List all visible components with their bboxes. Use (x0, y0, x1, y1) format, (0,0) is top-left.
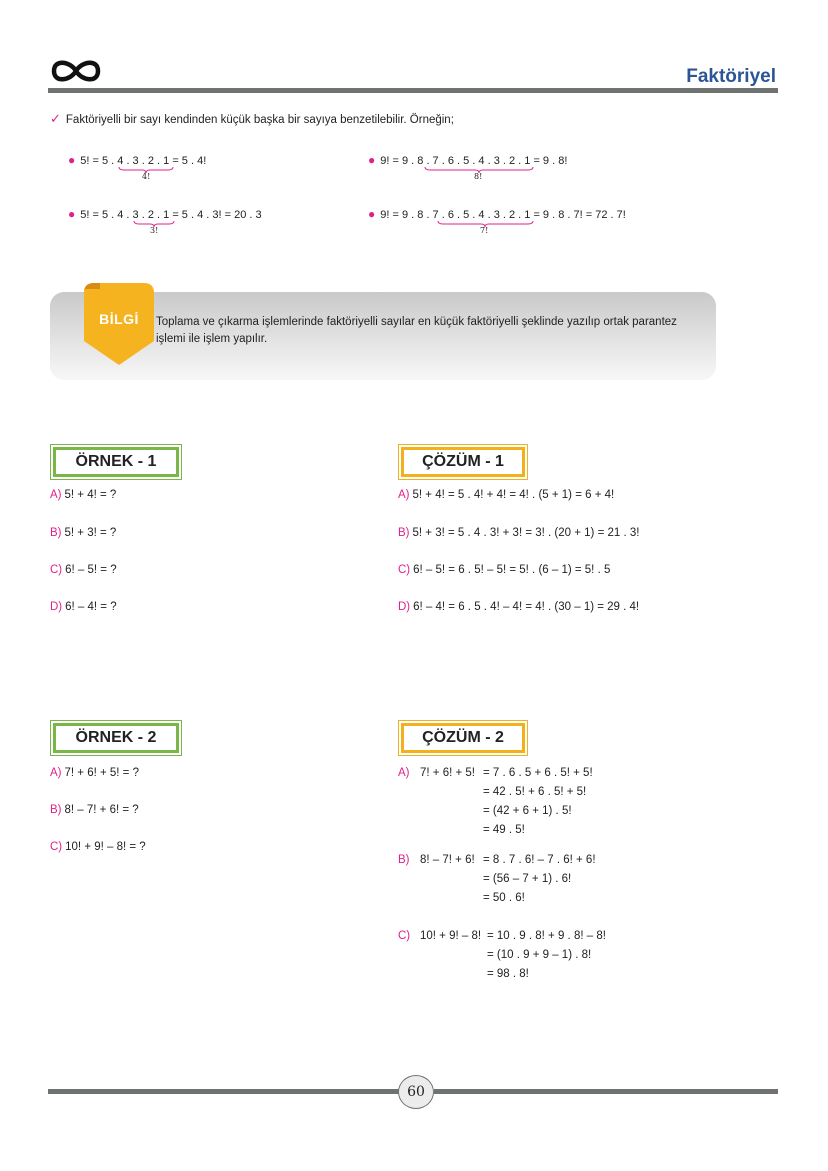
brace-label: 3! (150, 226, 159, 235)
solution-1-heading: ÇÖZÜM - 1 (401, 447, 525, 477)
example-1-heading: ÖRNEK - 1 (53, 447, 179, 477)
solution-2-heading: ÇÖZÜM - 2 (401, 723, 525, 753)
example-2-item: C) 10! + 9! – 8! = ? (50, 841, 146, 853)
info-label: BİLGİ (99, 311, 139, 327)
solution-1-item: D) 6! – 4! = 6 . 5 . 4! – 4! = 4! . (30 – 1) = 29 . 4! (398, 601, 640, 613)
infinity-icon (48, 56, 104, 86)
bullet-icon: ● (68, 153, 76, 167)
braced-part: 3 . 2 . 1 (132, 209, 170, 221)
braced-part: 4 . 3 . 2 . 1 (117, 155, 170, 167)
solution-2-c-lhs: 10! + 9! – 8! (420, 930, 482, 942)
solution-2-a-lhs: 7! + 6! + 5! (420, 767, 475, 779)
example-1-item: D) 6! – 4! = ? (50, 601, 117, 613)
factorial-example: ● 5! = 5 . 4 . 3 . 2 . 1 = 5 . 4 . 3! = 20 . 3 (68, 207, 262, 221)
example-1-item: A) 5! + 4! = ? (50, 489, 117, 501)
example-1-item: C) 6! – 5! = ? (50, 564, 117, 576)
brace-label: 7! (480, 226, 489, 235)
solution-2-c-line: = (10 . 9 + 9 – 1) . 8! (487, 949, 592, 961)
factorial-example: ● 9! = 9 . 8 . 7 . 6 . 5 . 4 . 3 . 2 . 1 = 9 . 8 . 7! = 72 . 7! (368, 207, 626, 221)
solution-1-item: B) 5! + 3! = 5 . 4 . 3! + 3! = 3! . (20 + 1) = 21 . 3! (398, 527, 640, 539)
solution-2-c-line: = 10 . 9 . 8! + 9 . 8! – 8! (487, 930, 606, 942)
braced-part: 8 . 7 . 6 . 5 . 4 . 3 . 2 . 1 (417, 155, 531, 167)
solution-1-item: C) 6! – 5! = 6 . 5! – 5! = 5! . (6 – 1) = 5! . 5 (398, 564, 611, 576)
header-divider (48, 88, 778, 93)
solution-2-b-line: = (56 – 7 + 1) . 6! (483, 873, 572, 885)
footer-divider-left (48, 1089, 400, 1094)
example-2-item: B) 8! – 7! + 6! = ? (50, 804, 139, 816)
solution-2-b-line: = 50 . 6! (483, 892, 525, 904)
solution-2-a-line: = 49 . 5! (483, 824, 525, 836)
brace-label: 8! (474, 172, 483, 181)
intro-line (50, 111, 454, 127)
solution-2-a-letter: A) (398, 767, 410, 779)
bullet-icon: ● (68, 207, 76, 221)
braced-part: 7 . 6 . 5 . 4 . 3 . 2 . 1 (432, 209, 531, 221)
solution-2-a-line: = 7 . 6 . 5 + 6 . 5! + 5! (483, 767, 593, 779)
bullet-icon: ● (368, 153, 376, 167)
page-title: Faktöriyel (686, 66, 776, 87)
brace-label: 4! (142, 172, 151, 181)
check-icon: ✓ (50, 111, 61, 126)
solution-2-b-line: = 8 . 7 . 6! – 7 . 6! + 6! (483, 854, 596, 866)
intro-text: Faktöriyelli bir sayı kendinden küçük başka bir sayıya benzetilebilir. Örneğin; (65, 114, 454, 126)
solution-2-a-line: = 42 . 5! + 6 . 5! + 5! (483, 786, 587, 798)
bullet-icon: ● (368, 207, 376, 221)
solution-2-c-line: = 98 . 8! (487, 968, 529, 980)
footer-divider-right (434, 1089, 778, 1094)
factorial-example: ● 5! = 5 . 4 . 3 . 2 . 1 = 5 . 4! (68, 153, 207, 167)
info-text: Toplama ve çıkarma işlemlerinde faktöriyelli sayılar en küçük faktöriyelli şeklinde yazılıp ortak parantez işlemi ile işlem yapılır. (156, 316, 677, 345)
example-2-heading: ÖRNEK - 2 (53, 723, 179, 753)
solution-2-c-letter: C) (398, 930, 411, 942)
page-number: 60 (398, 1075, 434, 1109)
example-2-item: A) 7! + 6! + 5! = ? (50, 767, 139, 779)
solution-2-b-lhs: 8! – 7! + 6! (420, 854, 475, 866)
example-1-item: B) 5! + 3! = ? (50, 527, 117, 539)
solution-1-item: A) 5! + 4! = 5 . 4! + 4! = 4! . (5 + 1) = 6 + 4! (398, 489, 615, 501)
solution-2-a-line: = (42 + 6 + 1) . 5! (483, 805, 572, 817)
solution-2-b-letter: B) (398, 854, 410, 866)
factorial-example: ● 9! = 9 . 8 . 7 . 6 . 5 . 4 . 3 . 2 . 1 = 9 . 8! (368, 153, 568, 167)
